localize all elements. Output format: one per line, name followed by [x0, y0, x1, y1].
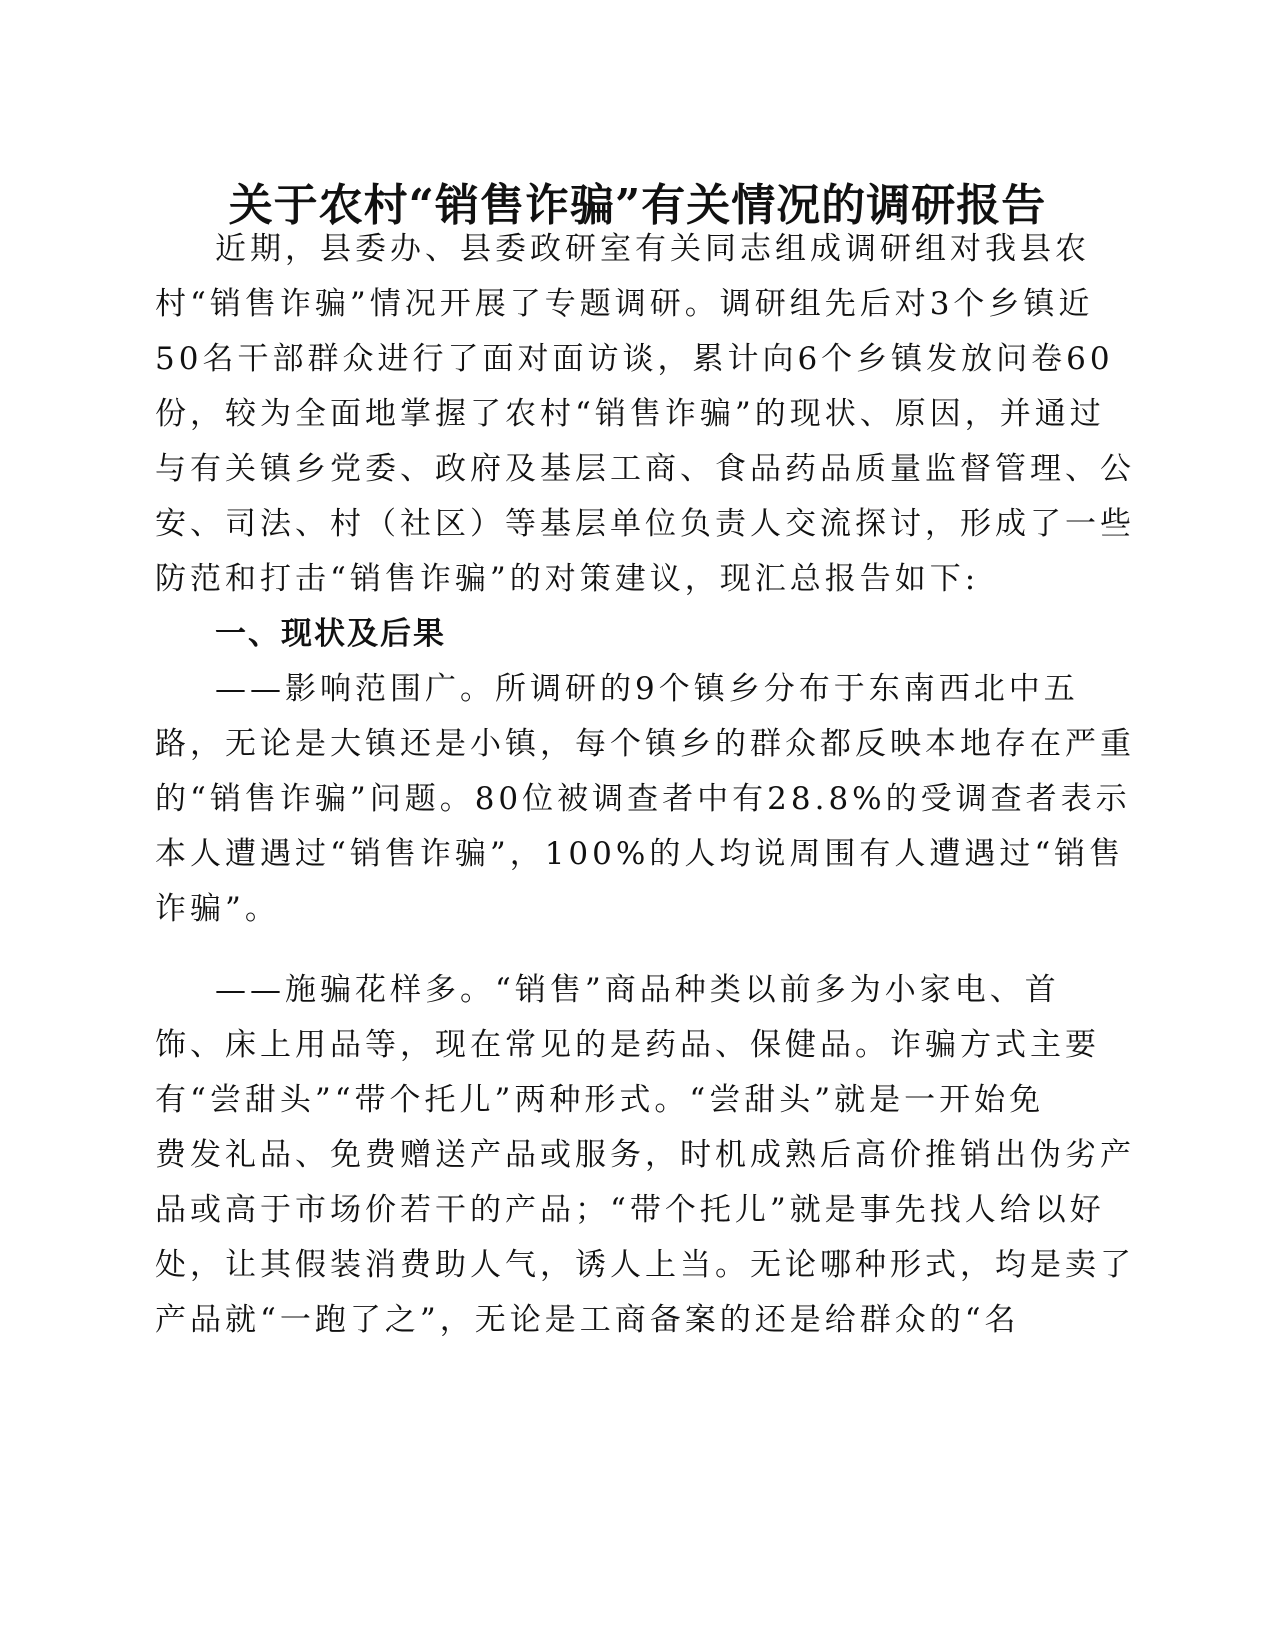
paragraph-line: 村“销售诈骗”情况开展了专题调研。调研组先后对3个乡镇近 — [155, 286, 1094, 322]
paragraph-line: 的“销售诈骗”问题。80位被调查者中有28.8%的受调查者表示 — [155, 781, 1131, 817]
paragraph-line: 与有关镇乡党委、政府及基层工商、食品药品质量监督管理、公 — [155, 451, 1135, 487]
paragraph-line: 饰、床上用品等，现在常见的是药品、保健品。诈骗方式主要 — [155, 1027, 1100, 1063]
paragraph-line: 有“尝甜头”“带个托儿”两种形式。“尝甜头”就是一开始免 — [155, 1082, 1045, 1118]
paragraph-line: 50名干部群众进行了面对面访谈，累计向6个乡镇发放问卷60 — [155, 341, 1114, 377]
paragraph-line: ——影响范围广。所调研的9个镇乡分布于东南西北中五 — [215, 671, 1079, 707]
section-heading: 一、现状及后果 — [215, 616, 446, 652]
paragraph-line: 产品就“一跑了之”，无论是工商备案的还是给群众的“名 — [155, 1302, 1020, 1338]
paragraph-line: 安、司法、村（社区）等基层单位负责人交流探讨，形成了一些 — [155, 506, 1135, 542]
paragraph-line: 诈骗”。 — [155, 891, 280, 927]
paragraph-line: 费发礼品、免费赠送产品或服务，时机成熟后高价推销出伪劣产 — [155, 1137, 1135, 1173]
paragraph-line: 本人遭遇过“销售诈骗”，100%的人均说周围有人遭遇过“销售 — [155, 836, 1125, 872]
paragraph-line: 份，较为全面地掌握了农村“销售诈骗”的现状、原因，并通过 — [155, 396, 1105, 432]
paragraph-line: 近期，县委办、县委政研室有关同志组成调研组对我县农 — [215, 231, 1090, 267]
paragraph-line: 防范和打击“销售诈骗”的对策建议，现汇总报告如下: — [155, 561, 980, 597]
paragraph-line: ——施骗花样多。“销售”商品种类以前多为小家电、首 — [215, 972, 1060, 1008]
paragraph-line: 路，无论是大镇还是小镇，每个镇乡的群众都反映本地存在严重 — [155, 726, 1135, 762]
page-title: 关于农村“销售诈骗”有关情况的调研报告 — [228, 180, 1047, 231]
paragraph-line: 品或高于市场价若干的产品；“带个托儿”就是事先找人给以好 — [155, 1192, 1105, 1228]
paragraph-line: 处，让其假装消费助人气，诱人上当。无论哪种形式，均是卖了 — [155, 1247, 1135, 1283]
